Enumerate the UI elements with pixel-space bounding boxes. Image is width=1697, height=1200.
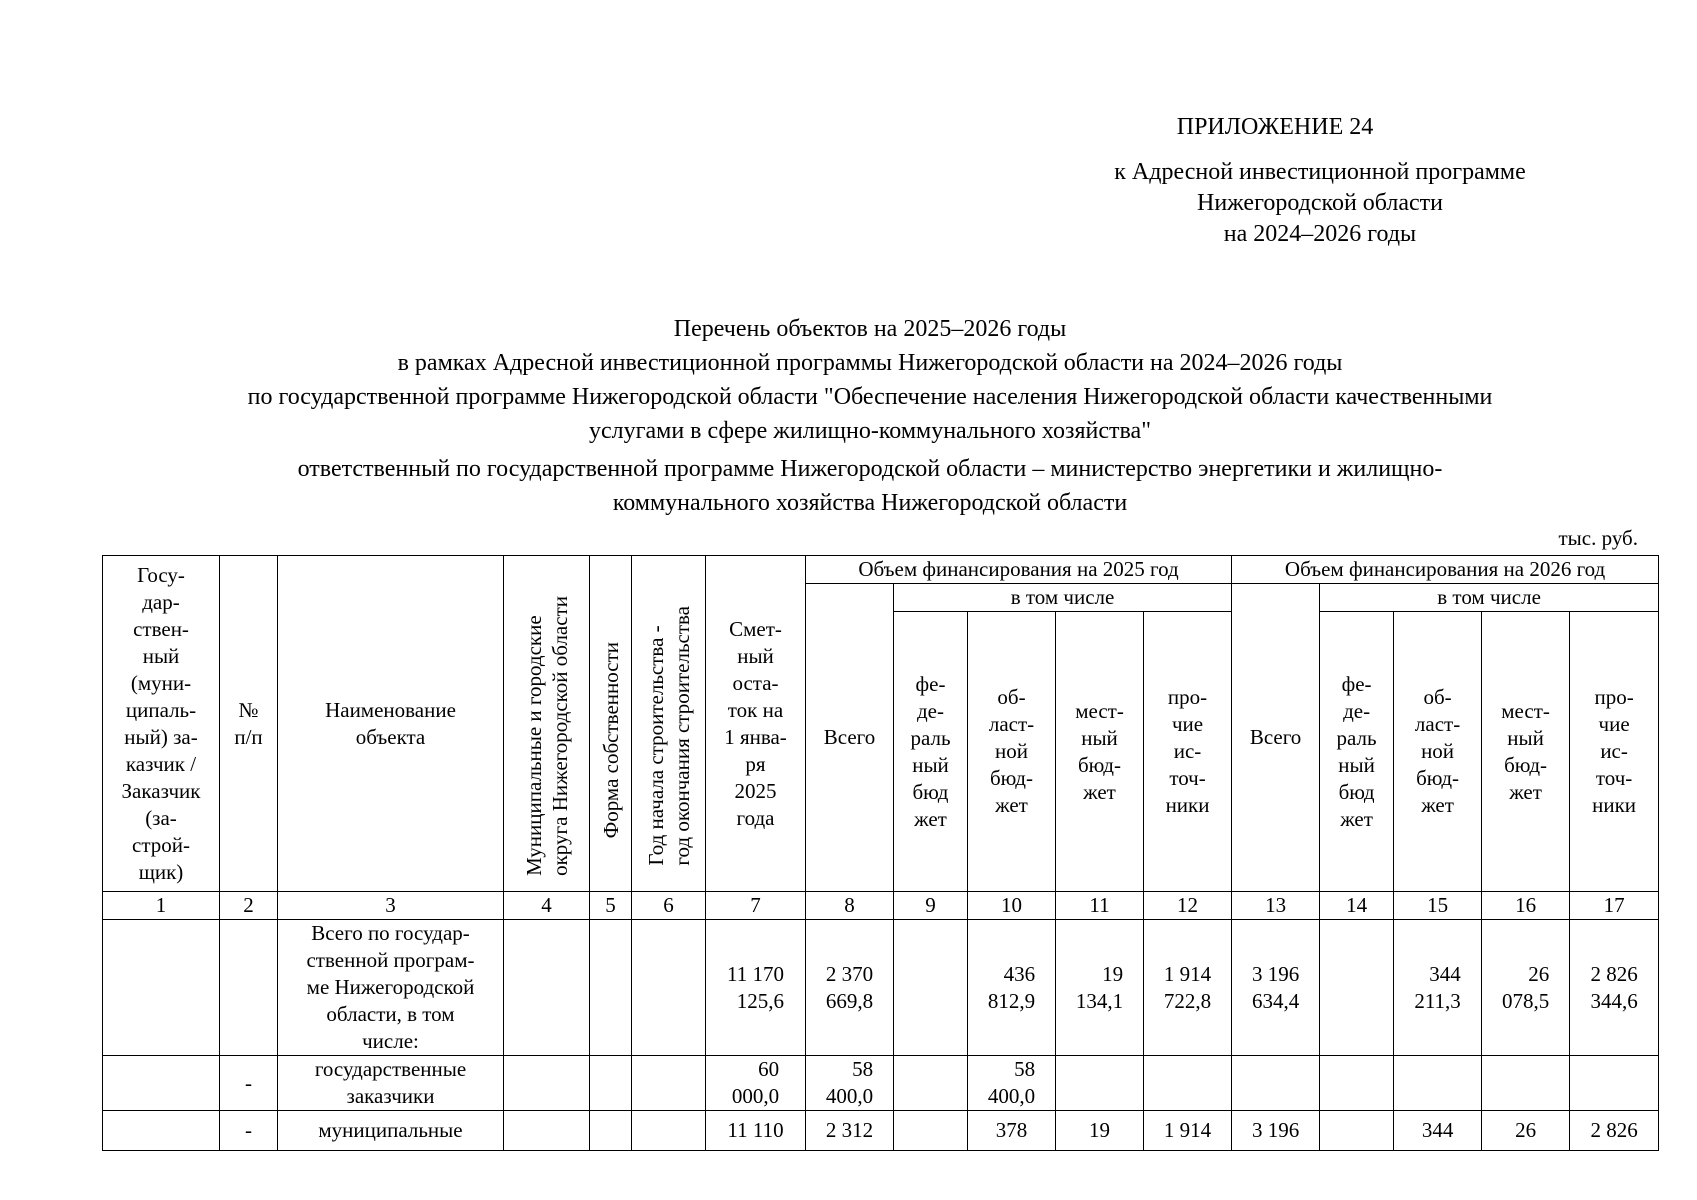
value-line: 400,0 <box>825 1084 874 1108</box>
title-line: по государственной программе Нижегородской области "Обеспечение населения Нижегородской области качественными <box>247 384 1493 410</box>
responsible-line: ответственный по государственной программе Нижегородской области – министерство энергетики и жилищно- <box>297 456 1443 482</box>
header-text-line: про- <box>1167 685 1208 709</box>
header-construction-years <box>632 556 706 892</box>
cell-oth2026 <box>1570 920 1659 1056</box>
value-line: 344 <box>1421 1118 1454 1142</box>
value-line: 722,8 <box>1163 988 1212 1013</box>
value-line: 2 370 <box>825 961 874 986</box>
column-number: 7 <box>706 892 806 920</box>
column-number: 15 <box>1394 892 1482 920</box>
header-text-line: Заказчик <box>121 778 201 803</box>
header-text-line: жет <box>1421 793 1454 817</box>
cell-municipal <box>504 1111 590 1151</box>
header-number <box>220 556 278 892</box>
cell-estimate <box>706 1111 806 1151</box>
cell-years <box>632 1111 706 1151</box>
cell-loc2025 <box>1056 920 1144 1056</box>
value-line: 26 <box>1515 1118 1537 1142</box>
column-number: 4 <box>504 892 590 920</box>
header-text-line: ной <box>995 739 1028 763</box>
header-text-line: казчик / <box>125 751 197 776</box>
header-text-line: бюд- <box>1078 752 1121 777</box>
header-text-line: Муниципальные и городские <box>521 615 546 876</box>
header-text-line: мест- <box>1501 698 1550 723</box>
cell-ownership <box>590 1056 632 1111</box>
header-text-line: жет <box>995 793 1028 817</box>
cell-customer <box>103 920 220 1056</box>
table-row <box>103 920 1659 1056</box>
header-text-line: ласт- <box>988 712 1035 736</box>
header-text-line: фе- <box>1341 671 1372 696</box>
column-number: 12 <box>1144 892 1232 920</box>
header-text-line: ной <box>1421 739 1455 763</box>
cell-total2025 <box>806 920 894 1056</box>
value-line: 344,6 <box>1590 988 1638 1013</box>
header-text-line: бюд- <box>1504 752 1548 777</box>
header-text-line: Смет- <box>729 616 782 641</box>
header-text-line: ный <box>1507 725 1544 750</box>
document-title <box>100 312 1640 520</box>
header-text-line: ис- <box>1173 739 1202 763</box>
header-text-line: ный <box>912 752 949 777</box>
header-total-2025: Всего <box>806 584 894 892</box>
value-line: 19 <box>1089 1118 1110 1142</box>
cell-municipal <box>504 920 590 1056</box>
cell-total2026 <box>1232 1056 1320 1111</box>
value-line: 1 914 <box>1163 1118 1212 1142</box>
cell-reg2025 <box>968 1111 1056 1151</box>
cell-oth2025 <box>1144 1056 1232 1111</box>
cell-years <box>632 1056 706 1111</box>
cell-loc2025 <box>1056 1111 1144 1151</box>
object-name-line: Всего по государ- <box>311 921 470 945</box>
header-text-line: округа Нижегородской области <box>547 596 572 876</box>
header-total-2026: Всего <box>1232 584 1320 892</box>
cell-total2025 <box>806 1056 894 1111</box>
value-line: 2 826 <box>1590 1118 1638 1142</box>
header-text-line: № <box>238 697 259 722</box>
header-text-line: Наименование <box>325 697 456 722</box>
object-name-line: заказчики <box>346 1084 435 1108</box>
column-number-row <box>103 892 1659 920</box>
cell-municipal <box>504 1056 590 1111</box>
value-line: 3 196 <box>1251 1118 1300 1142</box>
cell-ownership <box>590 1111 632 1151</box>
header-estimate-balance <box>706 556 806 892</box>
header-text-line: ствен- <box>133 616 189 641</box>
column-number: 5 <box>590 892 632 920</box>
cell-reg2026 <box>1394 1111 1482 1151</box>
cell-name <box>278 1111 504 1151</box>
header-text-line: чие <box>1598 712 1630 736</box>
header-other-2025 <box>1144 612 1232 892</box>
cell-fed2026 <box>1320 1056 1394 1111</box>
header-text-line: строй- <box>132 832 190 857</box>
cell-total2026 <box>1232 1111 1320 1151</box>
header-text-line: ципаль- <box>125 697 197 722</box>
column-number: 17 <box>1570 892 1659 920</box>
appendix-title: ПРИЛОЖЕНИЕ 24 <box>1176 114 1374 140</box>
cell-name <box>278 920 504 1056</box>
cell-fed2026 <box>1320 1111 1394 1151</box>
value-line: 2 312 <box>825 1118 874 1142</box>
header-including-2025: в том числе <box>894 584 1232 612</box>
header-text-line: об- <box>997 685 1026 709</box>
header-text-line: точ- <box>1169 766 1206 790</box>
header-text-line: бюд <box>912 779 949 804</box>
object-name-line: области, в том <box>326 1002 455 1026</box>
table-row <box>103 1111 1659 1151</box>
cell-estimate <box>706 1056 806 1111</box>
value-line: 400,0 <box>987 1084 1036 1108</box>
header-text-line: ный <box>1081 725 1118 750</box>
value-line: 211,3 <box>1414 988 1461 1013</box>
object-name-line: государственные <box>314 1057 467 1081</box>
header-text-line: ный <box>142 643 180 668</box>
cell-reg2025 <box>968 920 1056 1056</box>
title-line: Перечень объектов на 2025–2026 годы <box>673 316 1067 342</box>
objects-table <box>102 555 1659 1151</box>
responsible-line: коммунального хозяйства Нижегородской области <box>612 490 1128 516</box>
value-line: 669,8 <box>825 988 874 1013</box>
header-text-line: ный <box>737 643 774 668</box>
header-local-2025 <box>1056 612 1144 892</box>
header-text-line: бюд- <box>1416 766 1460 790</box>
appendix-line: Нижегородской области <box>1196 190 1444 216</box>
cell-oth2025 <box>1144 1111 1232 1151</box>
value-line: 1 914 <box>1163 961 1212 986</box>
cell-loc2026 <box>1482 1056 1570 1111</box>
header-local-2026 <box>1482 612 1570 892</box>
cell-estimate <box>706 920 806 1056</box>
header-text-line: раль <box>910 725 951 750</box>
header-text-line: ный) за- <box>124 724 198 749</box>
header-text-line: ласт- <box>1414 712 1461 736</box>
value-line: 634,4 <box>1251 988 1300 1013</box>
cell-fed2025 <box>894 1111 968 1151</box>
cell-oth2025 <box>1144 920 1232 1056</box>
header-text-line: жет <box>1340 806 1373 831</box>
header-text-line: об- <box>1423 685 1452 709</box>
cell-loc2025 <box>1056 1056 1144 1111</box>
column-number: 2 <box>220 892 278 920</box>
header-text-line: 2025 <box>734 778 777 803</box>
header-municipal-districts <box>504 556 590 892</box>
header-text-line: фе- <box>915 671 946 696</box>
appendix-block <box>1040 112 1600 250</box>
header-text-line: ники <box>1165 793 1210 817</box>
header-text-line: про- <box>1594 685 1634 709</box>
cell-reg2026 <box>1394 920 1482 1056</box>
header-text-line: ис- <box>1600 739 1628 763</box>
cell-loc2026 <box>1482 1111 1570 1151</box>
title-line: услугами в сфере жилищно-коммунального хозяйства" <box>589 418 1151 444</box>
column-number: 9 <box>894 892 968 920</box>
header-text-line: объекта <box>355 724 426 749</box>
cell-customer <box>103 1111 220 1151</box>
header-text-line: раль <box>1336 725 1377 750</box>
header-text-line: 1 янва- <box>724 724 787 749</box>
header-text-line: бюд- <box>990 766 1033 790</box>
column-number: 8 <box>806 892 894 920</box>
header-text-line: жет <box>1509 779 1542 804</box>
cell-total2025 <box>806 1111 894 1151</box>
header-text-line: года <box>736 805 775 830</box>
header-text-line: бюд <box>1338 779 1375 804</box>
cell-num <box>220 920 278 1056</box>
value-line: 436 <box>1003 961 1036 986</box>
header-customer <box>103 556 220 892</box>
cell-fed2025 <box>894 1056 968 1111</box>
cell-reg2026 <box>1394 1056 1482 1111</box>
header-text-line: ники <box>1592 793 1637 817</box>
header-federal-2026 <box>1320 612 1394 892</box>
header-federal-2025 <box>894 612 968 892</box>
header-other-2026 <box>1570 612 1659 892</box>
value-line: 26 <box>1528 961 1550 986</box>
header-text-line: чие <box>1171 712 1204 736</box>
column-number: 16 <box>1482 892 1570 920</box>
value-line: 58 <box>1014 1057 1036 1081</box>
cell-customer <box>103 1056 220 1111</box>
appendix-line: на 2024–2026 годы <box>1223 221 1417 247</box>
value-line: 078,5 <box>1501 988 1550 1013</box>
object-name-line: ственной програм- <box>306 948 475 972</box>
value-line: 60 <box>758 1057 780 1081</box>
header-object-name <box>278 556 504 892</box>
value-line: 000,0 <box>731 1084 780 1108</box>
column-number: 3 <box>278 892 504 920</box>
title-line: в рамках Адресной инвестиционной программы Нижегородской области на 2024–2026 годы <box>397 350 1343 376</box>
header-ownership-form: Форма собственности <box>590 556 632 892</box>
object-name-line: муниципальные <box>318 1118 463 1142</box>
header-including-2026: в том числе <box>1320 584 1659 612</box>
object-name-line: ме Нижегородской <box>306 975 475 999</box>
cell-num: - <box>220 1111 278 1151</box>
header-text-line: (за- <box>145 805 177 830</box>
value-line: 2 826 <box>1590 961 1638 986</box>
value-line: 19 <box>1102 961 1124 986</box>
header-financing-2026: Объем финансирования на 2026 год <box>1232 556 1659 584</box>
cell-oth2026 <box>1570 1111 1659 1151</box>
value-line: 11 170 <box>727 961 784 986</box>
header-text-line: де- <box>1343 698 1371 723</box>
header-text-line: ток на <box>727 697 784 722</box>
header-text-line: ря <box>745 751 766 776</box>
column-number: 13 <box>1232 892 1320 920</box>
header-text-line: мест- <box>1075 698 1124 723</box>
column-number: 14 <box>1320 892 1394 920</box>
cell-ownership <box>590 920 632 1056</box>
value-line: 58 <box>852 1057 874 1081</box>
column-number: 10 <box>968 892 1056 920</box>
cell-num: - <box>220 1056 278 1111</box>
cell-fed2026 <box>1320 920 1394 1056</box>
cell-years <box>632 920 706 1056</box>
header-text-line: жет <box>1083 779 1116 804</box>
value-line: 125,6 <box>736 988 784 1013</box>
header-regional-2025 <box>968 612 1056 892</box>
cell-oth2026 <box>1570 1056 1659 1111</box>
cell-total2026 <box>1232 920 1320 1056</box>
header-text-line: Год начала строительства - <box>643 625 668 866</box>
header-text-line: точ- <box>1595 766 1633 790</box>
header-text-line: оста- <box>732 670 779 695</box>
value-line: 378 <box>995 1118 1028 1142</box>
header-text-line: п/п <box>234 724 263 749</box>
cell-fed2025 <box>894 920 968 1056</box>
cell-name <box>278 1056 504 1111</box>
column-number: 1 <box>103 892 220 920</box>
header-text-line: год окончания строительства <box>669 606 694 866</box>
header-text-line: де- <box>917 698 944 723</box>
header-text-line: жет <box>914 806 947 831</box>
cell-loc2026 <box>1482 920 1570 1056</box>
value-line: 812,9 <box>987 988 1036 1013</box>
cell-reg2025 <box>968 1056 1056 1111</box>
object-name-line: числе: <box>362 1029 419 1053</box>
header-text-line: Госу- <box>137 562 185 587</box>
header-text-line: ный <box>1338 752 1375 777</box>
header-text-line: (муни- <box>130 670 192 695</box>
value-line: 3 196 <box>1251 961 1300 986</box>
value-line: 11 110 <box>727 1118 784 1142</box>
table-row <box>103 1056 1659 1111</box>
column-number: 6 <box>632 892 706 920</box>
header-text-line: щик) <box>138 859 184 884</box>
value-line: 134,1 <box>1075 988 1124 1013</box>
header-regional-2026 <box>1394 612 1482 892</box>
units-label: тыс. руб. <box>1558 526 1638 550</box>
value-line: 344 <box>1429 961 1461 986</box>
header-financing-2025: Объем финансирования на 2025 год <box>806 556 1232 584</box>
header-text-line: дар- <box>142 589 180 614</box>
appendix-line: к Адресной инвестиционной программе <box>1114 159 1526 185</box>
column-number: 11 <box>1056 892 1144 920</box>
